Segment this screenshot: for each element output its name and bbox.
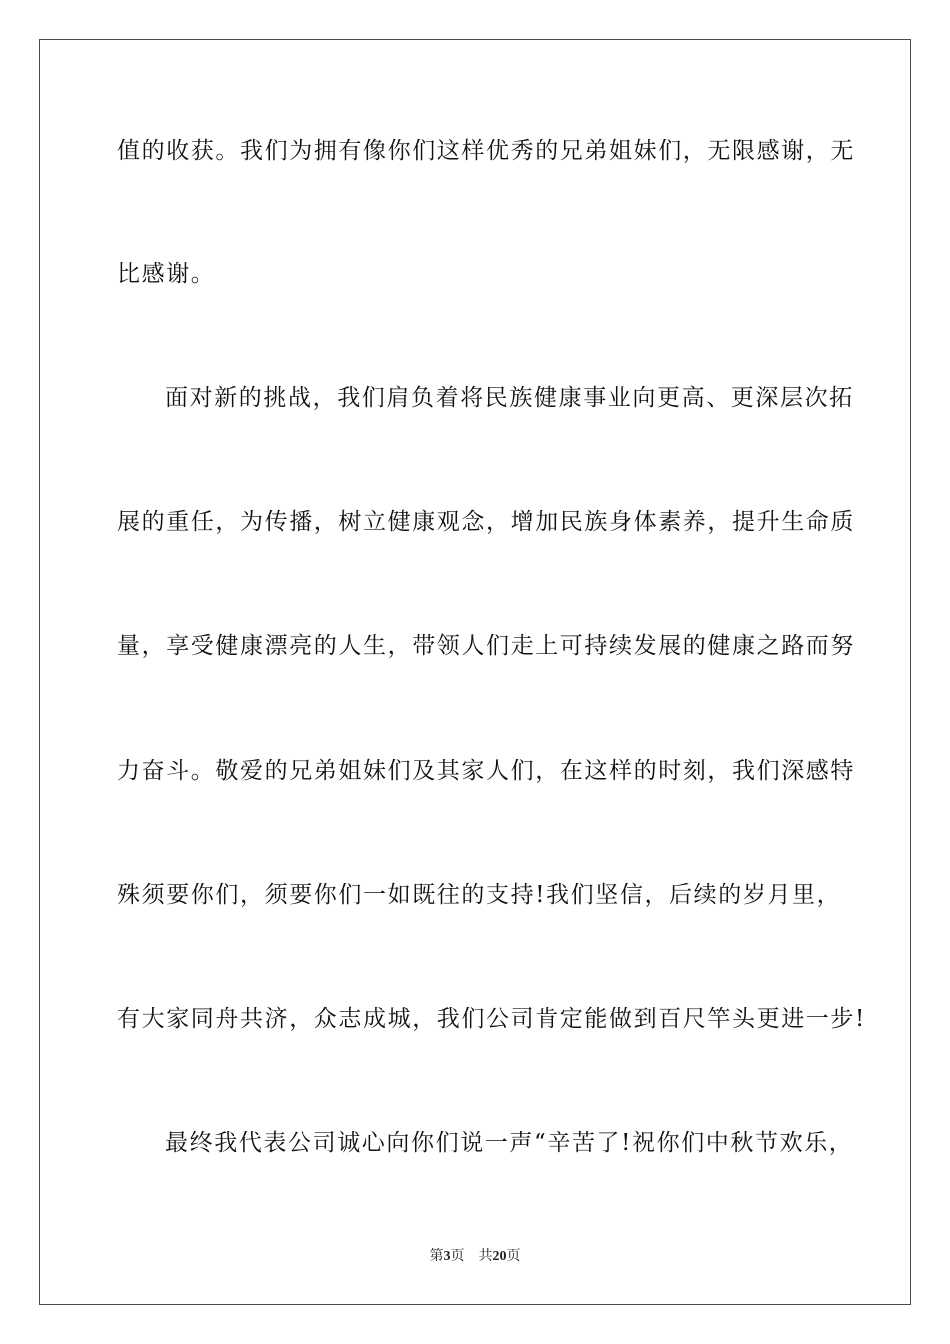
text-line: 展的重任，为传播，树立健康观念，增加民族身体素养，提升生命质 — [117, 509, 855, 535]
paragraph-first-line: 最终我代表公司诚心向你们说一声“辛苦了!祝你们中秋节欢乐， — [165, 1130, 854, 1156]
page-suffix: 页 — [450, 1248, 465, 1264]
page-footer — [0, 1246, 950, 1267]
total-prefix: 共 — [478, 1248, 493, 1264]
paragraph-first-line: 面对新的挑战，我们肩负着将民族健康事业向更高、更深层次拓 — [165, 385, 854, 411]
text-line: 值的收获。我们为拥有像你们这样优秀的兄弟姐妹们，无限感谢，无 — [117, 138, 855, 164]
total-suffix: 页 — [506, 1248, 521, 1264]
page-border — [39, 39, 911, 1305]
text-line: 量，享受健康漂亮的人生，带领人们走上可持续发展的健康之路而努 — [117, 633, 855, 659]
text-line: 比感谢。 — [117, 261, 216, 287]
current-page-number: 3 — [443, 1249, 451, 1264]
text-line: 殊须要你们，须要你们一如既往的支持!我们坚信，后续的岁月里， — [117, 882, 842, 908]
text-line: 力奋斗。敬爱的兄弟姐妹们及其家人们，在这样的时刻，我们深感特 — [117, 758, 855, 784]
total-page-count: 20 — [492, 1249, 507, 1264]
text-line: 有大家同舟共济，众志成城，我们公司肯定能做到百尺竿头更进一步! — [117, 1006, 866, 1032]
page-prefix: 第 — [429, 1248, 444, 1264]
